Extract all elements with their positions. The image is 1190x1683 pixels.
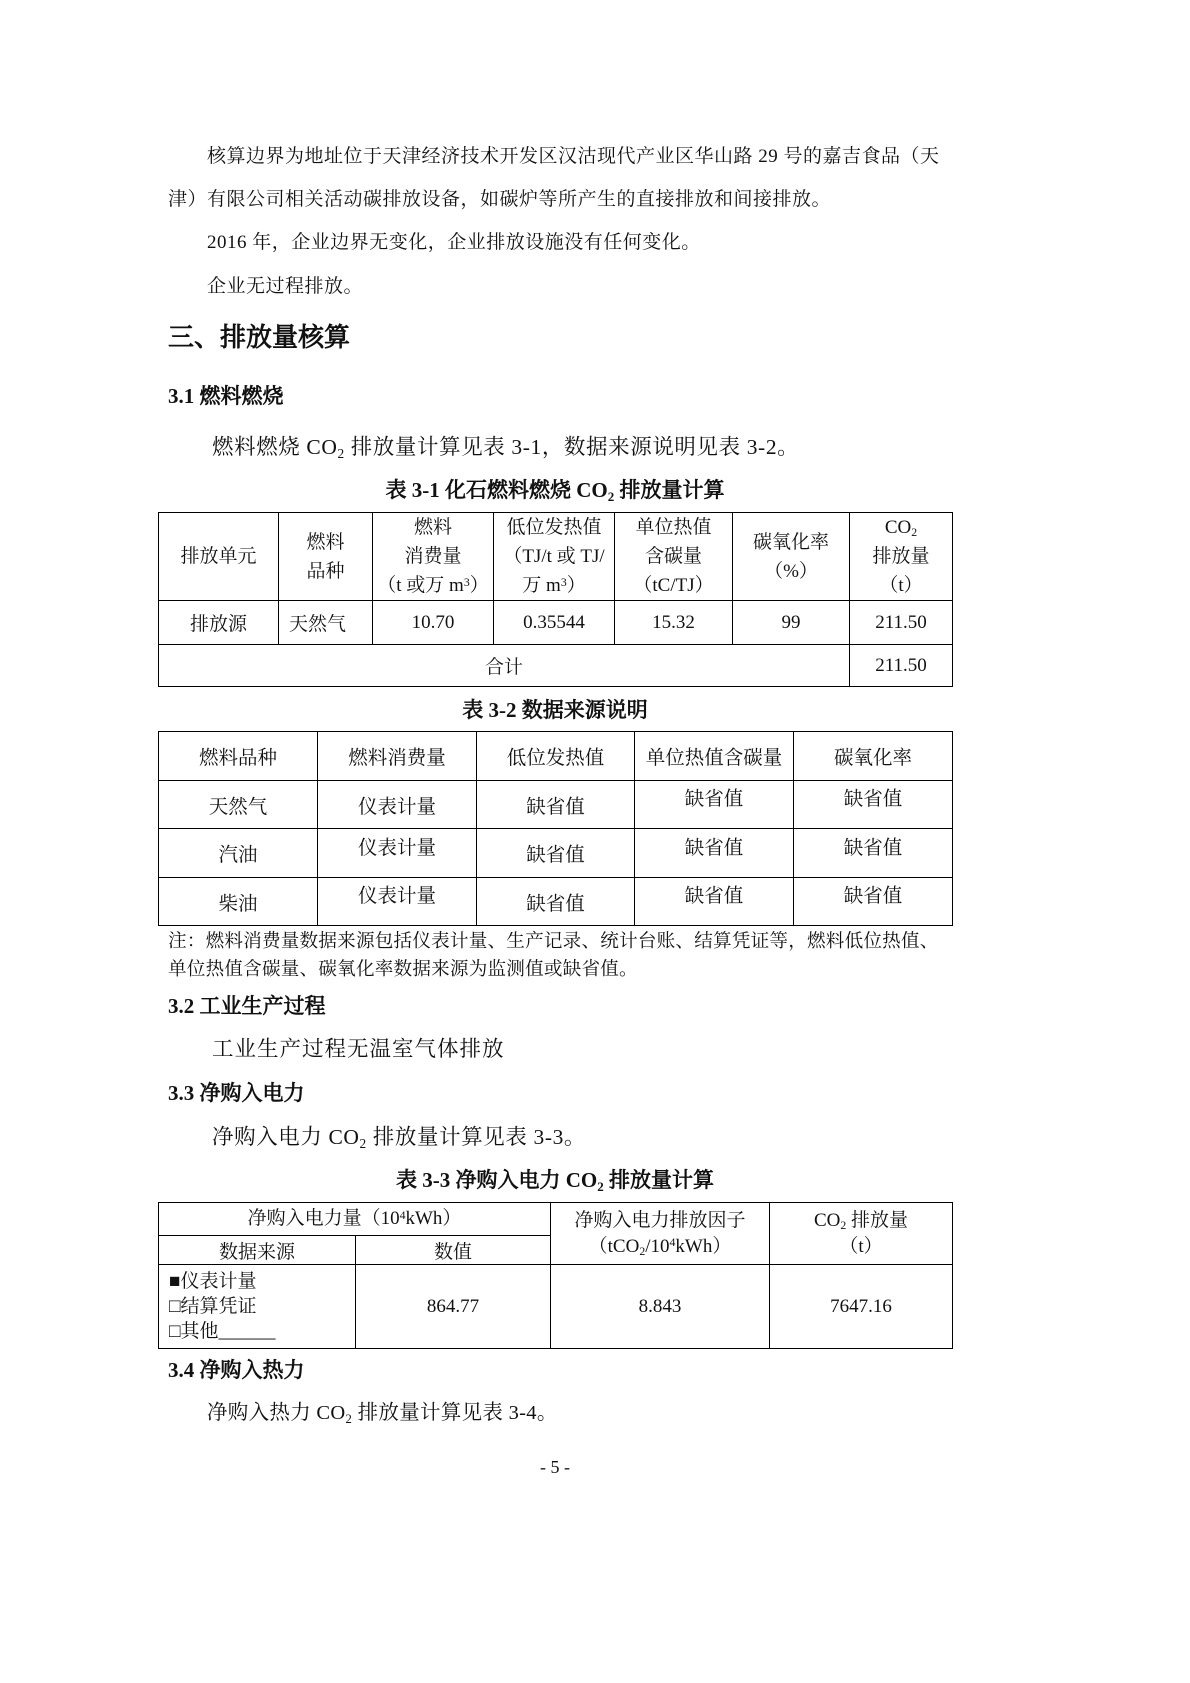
header-data-source: 数据来源 — [159, 1236, 356, 1265]
header-fuel-consumption-line-2: 消费量 — [404, 546, 462, 567]
cubic-superscript: 3 — [560, 575, 567, 589]
header-fuel-type-line-1: 燃料 — [306, 531, 345, 553]
table-3-3 — [158, 1202, 953, 1349]
table-row — [159, 829, 953, 878]
cell-total-value: 211.50 — [850, 645, 953, 687]
header-fuel-consumption: 燃料消费量 — [318, 732, 477, 781]
subsection-3-1-text-part-1: 燃料燃烧 CO — [212, 435, 338, 459]
cell-net-calorific-value: 缺省值 — [477, 878, 635, 926]
cell-emission-factor: 8.843 — [551, 1265, 770, 1349]
header-fuel-type-line-2: 品种 — [306, 560, 345, 582]
cell-total-label: 合计 — [159, 645, 850, 687]
header-co2-label: CO — [813, 1209, 841, 1231]
header-fuel-type — [279, 513, 373, 601]
table-row — [159, 781, 953, 829]
cell-co2-emission: 7647.16 — [770, 1265, 953, 1349]
header-co2-emission-line-2: （t） — [839, 1235, 883, 1257]
header-fuel-consumption-line-3 — [373, 571, 493, 600]
header-fuel-consumption-unit-part-2: ） — [469, 575, 489, 596]
subsection-3-2-heading: 3.2 工业生产过程 — [168, 994, 326, 1018]
cell-net-calorific-value: 缺省值 — [477, 781, 635, 829]
cell-fuel-consumption: 仪表计量 — [318, 829, 477, 878]
header-net-electricity — [159, 1203, 551, 1236]
header-co2-emission-line-1 — [770, 1208, 952, 1234]
table-3-2-caption: 表 3-2 数据来源说明 — [462, 698, 648, 722]
exponent-superscript: 4 — [399, 1208, 406, 1222]
table-3-2 — [158, 731, 953, 926]
cell-net-calorific-value: 0.35544 — [494, 601, 615, 645]
header-ncv-unit-part-1: 万 m — [522, 575, 561, 596]
cell-carbon-content: 缺省值 — [635, 781, 794, 829]
cell-oxidation-rate: 缺省值 — [794, 878, 953, 926]
header-net-calorific-value: 低位发热值 — [477, 732, 635, 781]
header-fuel-type: 燃料品种 — [159, 732, 318, 781]
co2-subscript: 2 — [337, 445, 345, 461]
cell-oxidation-rate: 缺省值 — [794, 829, 953, 878]
cubic-superscript: 3 — [463, 575, 470, 589]
header-emission-unit-label: 排放单元 — [180, 546, 257, 567]
header-emission-unit — [159, 513, 279, 601]
subsection-3-3-text-part-2: 排放量计算见表 3-3。 — [366, 1125, 587, 1149]
header-carbon-content: 单位热值含碳量 — [635, 732, 794, 781]
section-3-heading: 三、排放量核算 — [168, 323, 351, 352]
cell-fuel-type: 汽油 — [159, 829, 318, 878]
page-number: - 5 - — [540, 1457, 570, 1477]
subsection-3-1-heading: 3.1 燃料燃烧 — [168, 384, 284, 408]
header-co2-emission-line-2: 排放量 — [872, 546, 930, 567]
header-co2-emission-label: 排放量 — [846, 1209, 909, 1231]
header-co2-emission-line-1 — [850, 513, 952, 542]
co2-subscript: 2 — [359, 1135, 367, 1151]
header-ncv-unit-part-2: ） — [566, 575, 586, 596]
co2-subscript: 2 — [345, 1411, 353, 1426]
cell-fuel-consumption: 10.70 — [373, 601, 494, 645]
subsection-3-4-heading: 3.4 净购入热力 — [168, 1358, 305, 1382]
table-total-row — [159, 645, 953, 687]
header-emission-factor — [551, 1203, 770, 1265]
cell-co2-emission: 211.50 — [850, 601, 953, 645]
source-option-settlement: □结算凭证 — [169, 1296, 257, 1317]
header-emission-factor-unit-part-1: （tCO — [588, 1235, 640, 1257]
header-ncv-line-1: 低位发热值 — [506, 517, 602, 538]
header-net-calorific-value — [494, 513, 615, 601]
subsection-3-4-text-part-2: 排放量计算见表 3-4。 — [352, 1402, 558, 1424]
header-co2-emission — [770, 1203, 953, 1265]
header-carbon-content — [615, 513, 733, 601]
subsection-3-3-text — [212, 1125, 586, 1150]
cell-oxidation-rate: 99 — [733, 601, 850, 645]
header-net-electricity-label — [159, 1206, 550, 1232]
header-oxidation-rate-line-2: （%） — [764, 560, 818, 582]
table-3-1-caption-part-1: 表 3-1 化石燃料燃烧 CO — [385, 478, 608, 502]
header-ncv-line-3 — [494, 571, 614, 600]
co2-subscript: 2 — [840, 1218, 847, 1232]
cell-fuel-type: 柴油 — [159, 878, 318, 926]
header-carbon-content-line-2: 含碳量 — [644, 546, 702, 567]
header-ncv-line-2: （TJ/t 或 TJ/ — [503, 546, 605, 567]
cell-emission-unit: 排放源 — [159, 601, 279, 645]
table-3-3-caption-part-1: 表 3-3 净购入电力 CO — [395, 1168, 598, 1192]
header-co2-emission — [850, 513, 953, 601]
cell-fuel-type: 天然气 — [159, 781, 318, 829]
header-carbon-content-line-1: 单位热值 — [635, 517, 712, 538]
table-row — [159, 601, 953, 645]
cell-carbon-content: 15.32 — [615, 601, 733, 645]
header-oxidation-rate-line-1: 碳氧化率 — [752, 531, 829, 553]
cell-net-calorific-value: 缺省值 — [477, 829, 635, 878]
subsection-3-1-text-part-2: 排放量计算见表 3-1，数据来源说明见表 3-2。 — [344, 435, 800, 459]
intro-paragraph-1-line-1: 核算边界为地址位于天津经济技术开发区汉沽现代产业区华山路 29 号的嘉吉食品（天 — [207, 146, 940, 167]
cell-carbon-content: 缺省值 — [635, 878, 794, 926]
table-row — [159, 878, 953, 926]
source-option-other: □其他______ — [169, 1321, 276, 1342]
intro-paragraph-1-line-2: 津）有限公司相关活动碳排放设备，如碳炉等所产生的直接排放和间接排放。 — [168, 189, 832, 210]
subsection-3-2-text: 工业生产过程无温室气体排放 — [212, 1037, 505, 1061]
header-net-electricity-part-2: kWh） — [405, 1208, 462, 1229]
cell-oxidation-rate: 缺省值 — [794, 781, 953, 829]
exponent-superscript: 4 — [669, 1236, 676, 1250]
table-note-line-1: 注：燃料消费量数据来源包括仪表计量、生产记录、统计台账、结算凭证等，燃料低位热值、 — [168, 931, 939, 952]
header-carbon-content-line-3: （tC/TJ） — [633, 575, 714, 596]
header-fuel-consumption-unit-part-1: （t 或万 m — [377, 575, 464, 596]
table-3-2-header-row — [159, 732, 953, 781]
header-net-electricity-part-1: 净购入电力量（10 — [247, 1208, 400, 1229]
co2-subscript: 2 — [639, 1244, 646, 1258]
subsection-3-3-text-part-1: 净购入电力 CO — [212, 1125, 360, 1149]
cell-carbon-content: 缺省值 — [635, 829, 794, 878]
cell-fuel-consumption: 仪表计量 — [318, 781, 477, 829]
co2-subscript: 2 — [607, 488, 615, 504]
table-3-1 — [158, 512, 953, 687]
cell-data-source — [159, 1265, 356, 1349]
subsection-3-1-text — [212, 435, 799, 460]
header-oxidation-rate: 碳氧化率 — [794, 732, 953, 781]
subsection-3-3-heading: 3.3 净购入电力 — [168, 1081, 305, 1105]
table-3-1-caption-part-2: 排放量计算 — [614, 478, 725, 502]
subsection-3-4-text-part-1: 净购入热力 CO — [207, 1402, 346, 1424]
table-3-3-header-row-1 — [159, 1203, 953, 1236]
table-note-line-2: 单位热值含碳量、碳氧化率数据来源为监测值或缺省值。 — [168, 959, 638, 980]
source-option-meter: ■仪表计量 — [169, 1271, 257, 1292]
table-3-3-caption — [158, 1168, 952, 1192]
co2-subscript: 2 — [597, 1178, 604, 1194]
intro-paragraph-2: 2016 年，企业边界无变化，企业排放设施没有任何变化。 — [207, 232, 701, 253]
intro-paragraph-3: 企业无过程排放。 — [207, 276, 364, 297]
header-co2-label: CO — [884, 517, 912, 538]
header-emission-factor-unit-part-3: kWh） — [675, 1235, 732, 1257]
cell-electricity-value: 864.77 — [356, 1265, 551, 1349]
table-3-3-caption-part-2: 排放量计算 — [603, 1168, 714, 1192]
header-co2-emission-line-3: （t） — [879, 575, 923, 596]
co2-subscript: 2 — [911, 526, 918, 540]
header-fuel-consumption — [373, 513, 494, 601]
subsection-3-4-text — [207, 1402, 558, 1426]
table-3-1-caption — [158, 478, 952, 502]
header-fuel-consumption-line-1: 燃料 — [413, 517, 452, 538]
header-value: 数值 — [356, 1236, 551, 1265]
cell-fuel-type: 天然气 — [279, 601, 373, 645]
header-oxidation-rate — [733, 513, 850, 601]
cell-fuel-consumption: 仪表计量 — [318, 878, 477, 926]
header-emission-factor-line-1: 净购入电力排放因子 — [574, 1209, 746, 1231]
header-emission-factor-line-2 — [551, 1234, 769, 1260]
header-emission-factor-unit-part-2: /10 — [645, 1235, 670, 1257]
table-3-1-header-row — [159, 513, 953, 601]
table-row — [159, 1265, 953, 1349]
